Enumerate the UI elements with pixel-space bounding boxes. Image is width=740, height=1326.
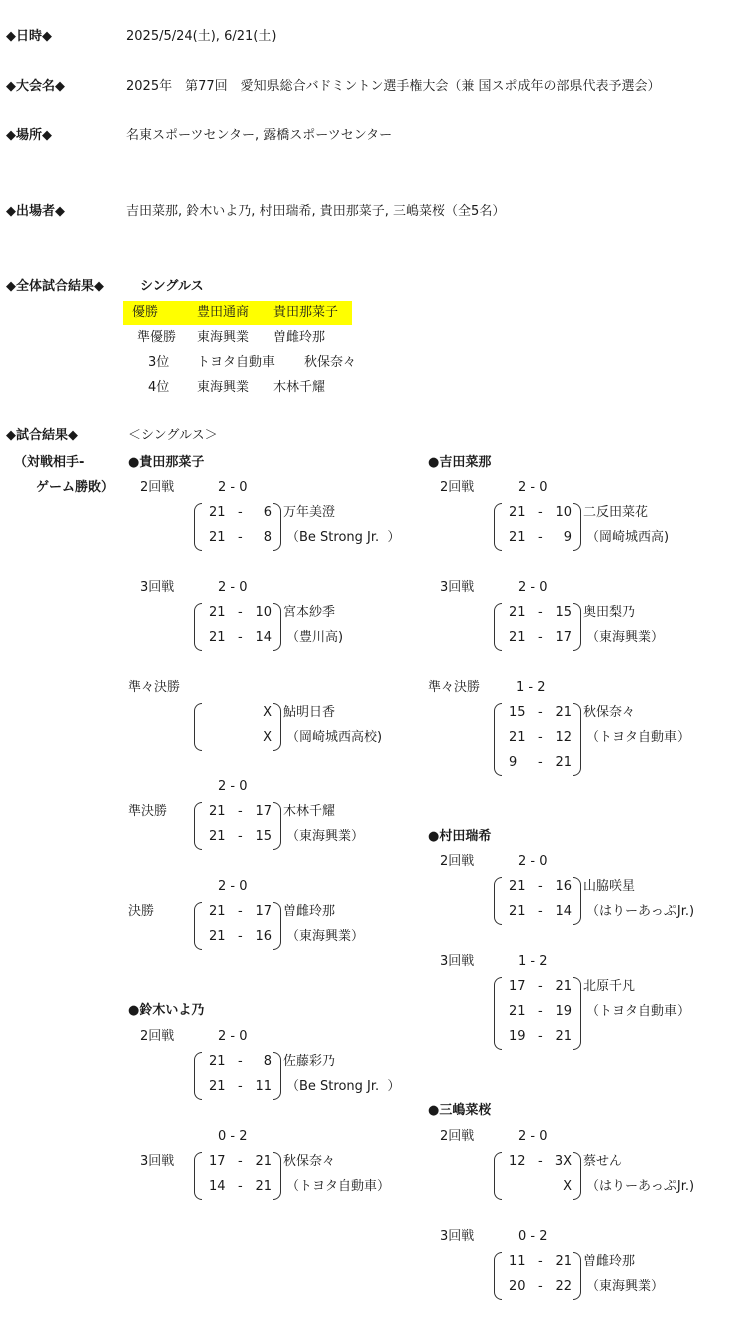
overall-label: ◆全体試合結果◆ xyxy=(6,279,104,294)
bracket-left xyxy=(194,1152,202,1200)
bracket-right xyxy=(273,503,281,551)
match-score: 0 - 2 xyxy=(218,1129,248,1144)
game-score-opponent: 3X xyxy=(554,1154,572,1169)
game-score-self: 21 xyxy=(209,929,226,944)
event-label: ◆大会名◆ xyxy=(6,79,65,94)
opponent-team: （東海興業） xyxy=(586,630,665,645)
standing-place: 4位 xyxy=(148,380,170,395)
game-dash: - xyxy=(538,1029,543,1044)
opponent-team: （岡崎城西高) xyxy=(586,530,670,545)
game-score-opponent: 21 xyxy=(555,755,572,770)
opponent-team: （東海興業） xyxy=(286,929,365,944)
round-label: 2回戦 xyxy=(140,480,175,495)
game-score-self: 17 xyxy=(509,979,526,994)
game-score-opponent: 14 xyxy=(255,630,272,645)
game-score-opponent: 8 xyxy=(263,530,272,545)
game-dash: - xyxy=(538,755,543,770)
game-score-self: 21 xyxy=(209,630,226,645)
game-score-opponent: 11 xyxy=(255,1079,272,1094)
bracket-right xyxy=(273,603,281,651)
game-dash: - xyxy=(238,530,243,545)
game-score-opponent: 17 xyxy=(555,630,572,645)
standing-team: 東海興業 xyxy=(197,330,250,345)
game-score-opponent: 21 xyxy=(555,979,572,994)
game-dash: - xyxy=(538,1154,543,1169)
round-label: 3回戦 xyxy=(440,580,475,595)
bracket-right xyxy=(573,1252,581,1300)
game-score-opponent: 21 xyxy=(555,1029,572,1044)
game-score-self: 17 xyxy=(209,1154,226,1169)
standing-player: 貴田那菜子 xyxy=(273,305,339,320)
opponent-team: （豊川高) xyxy=(286,630,344,645)
game-score-self: 21 xyxy=(209,904,226,919)
overall-category: シングルス xyxy=(140,279,204,294)
game-dash: - xyxy=(538,904,543,919)
players-label: ◆出場者◆ xyxy=(6,204,65,219)
game-score-opponent: 16 xyxy=(555,879,572,894)
game-dash: - xyxy=(538,1004,543,1019)
opponent-team: （トヨタ自動車） xyxy=(586,730,691,745)
game-score-self: 21 xyxy=(209,1054,226,1069)
bracket-right xyxy=(573,1152,581,1200)
opponent-name: 秋保奈々 xyxy=(583,705,636,720)
opponent-name: 蔡せん xyxy=(583,1154,623,1169)
game-score-self: 21 xyxy=(509,630,526,645)
match-score: 0 - 2 xyxy=(518,1229,548,1244)
bracket-right xyxy=(573,603,581,651)
standing-player: 木林千耀 xyxy=(273,380,326,395)
game-score-opponent: 10 xyxy=(255,605,272,620)
standing-place: 準優勝 xyxy=(137,330,177,345)
opponent-team: （はりーあっぷJr.) xyxy=(586,904,695,919)
opponent-team: （トヨタ自動車） xyxy=(586,1004,691,1019)
round-label: 決勝 xyxy=(128,904,155,919)
bracket-left xyxy=(194,603,202,651)
game-score-opponent: 21 xyxy=(555,1254,572,1269)
opponent-name: 北原千凡 xyxy=(583,979,636,994)
game-dash: - xyxy=(238,1154,243,1169)
date-label: ◆日時◆ xyxy=(6,29,52,44)
round-label: 3回戦 xyxy=(440,954,475,969)
opponent-team: （Be Strong Jr. ） xyxy=(286,1079,401,1094)
game-score-self: 21 xyxy=(209,530,226,545)
game-dash: - xyxy=(238,1054,243,1069)
standing-team: 豊田通商 xyxy=(197,305,250,320)
game-score-self: 21 xyxy=(509,1004,526,1019)
match-score: 2 - 0 xyxy=(218,1029,248,1044)
game-score-opponent: 15 xyxy=(555,605,572,620)
bracket-left xyxy=(494,977,502,1050)
game-score-self: 21 xyxy=(209,829,226,844)
round-label: 3回戦 xyxy=(140,1154,175,1169)
game-score-self: 11 xyxy=(509,1254,526,1269)
game-dash: - xyxy=(238,929,243,944)
game-dash: - xyxy=(238,1079,243,1094)
game-score-opponent: 6 xyxy=(263,505,272,520)
game-dash: - xyxy=(538,979,543,994)
bracket-left xyxy=(494,603,502,651)
game-dash: - xyxy=(238,630,243,645)
opponent-name: 万年美澄 xyxy=(283,505,336,520)
game-score-opponent: 21 xyxy=(255,1179,272,1194)
game-score-self: 21 xyxy=(509,730,526,745)
opponent-team: （東海興業） xyxy=(586,1279,665,1294)
opponent-name: 曽雌玲那 xyxy=(583,1254,636,1269)
game-score-self: 15 xyxy=(509,705,526,720)
round-label: 3回戦 xyxy=(140,580,175,595)
game-dash: - xyxy=(238,505,243,520)
game-score-opponent: 14 xyxy=(555,904,572,919)
venue-value: 名東スポーツセンター, 露橋スポーツセンター xyxy=(126,128,393,143)
game-score-self: 20 xyxy=(509,1279,526,1294)
game-score-self: 21 xyxy=(509,530,526,545)
results-label: ◆試合結果◆ xyxy=(6,428,78,443)
bracket-player-name: ●吉田菜那 xyxy=(428,455,492,470)
round-label: 3回戦 xyxy=(440,1229,475,1244)
bracket-left xyxy=(494,1152,502,1200)
bracket-player-name: ●村田瑞希 xyxy=(428,829,492,844)
bracket-left xyxy=(494,503,502,551)
game-dash: - xyxy=(538,505,543,520)
game-score-self: 21 xyxy=(209,804,226,819)
bracket-right xyxy=(273,703,281,751)
game-score-opponent: 19 xyxy=(555,1004,572,1019)
bracket-left xyxy=(194,703,202,751)
event-value: 2025年 第77回 愛知県総合バドミントン選手権大会（兼 国スポ成年の部県代表予選会） xyxy=(126,79,661,94)
opponent-team: （東海興業） xyxy=(286,829,365,844)
game-score-opponent: X xyxy=(263,705,272,720)
game-dash: - xyxy=(238,829,243,844)
game-dash: - xyxy=(238,904,243,919)
game-score-self: 21 xyxy=(509,879,526,894)
game-score-opponent: 17 xyxy=(255,904,272,919)
game-score-opponent: 12 xyxy=(555,730,572,745)
game-score-self: 21 xyxy=(509,505,526,520)
bracket-right xyxy=(273,902,281,950)
match-score: 2 - 0 xyxy=(518,854,548,869)
bracket-left xyxy=(194,503,202,551)
round-label: 2回戦 xyxy=(140,1029,175,1044)
match-score: 2 - 0 xyxy=(518,480,548,495)
bracket-left xyxy=(194,802,202,850)
game-score-self: 12 xyxy=(509,1154,526,1169)
date-value: 2025/5/24(土), 6/21(土) xyxy=(126,29,277,44)
game-score-opponent: 21 xyxy=(255,1154,272,1169)
bracket-left xyxy=(194,1052,202,1100)
match-score: 2 - 0 xyxy=(218,879,248,894)
results-note-2: ゲーム勝敗） xyxy=(36,480,115,495)
game-score-opponent: 22 xyxy=(555,1279,572,1294)
bracket-left xyxy=(494,703,502,776)
venue-label: ◆場所◆ xyxy=(6,128,52,143)
game-score-self: 9 xyxy=(509,755,518,770)
game-dash: - xyxy=(538,605,543,620)
round-label: 準々決勝 xyxy=(128,680,181,695)
opponent-team: （Be Strong Jr. ） xyxy=(286,530,401,545)
game-score-self: 14 xyxy=(209,1179,226,1194)
bracket-left xyxy=(194,902,202,950)
game-dash: - xyxy=(538,879,543,894)
game-score-opponent: 9 xyxy=(563,530,572,545)
bracket-player-name: ●鈴木いよ乃 xyxy=(128,1003,205,1018)
game-dash: - xyxy=(538,630,543,645)
game-score-self: 21 xyxy=(509,605,526,620)
match-score: 2 - 0 xyxy=(518,580,548,595)
bracket-player-name: ●貴田那菜子 xyxy=(128,455,205,470)
opponent-name: 鮎明日香 xyxy=(283,705,336,720)
game-dash: - xyxy=(538,1279,543,1294)
match-score: 2 - 0 xyxy=(218,480,248,495)
game-score-self: 21 xyxy=(509,904,526,919)
round-label: 準決勝 xyxy=(128,804,168,819)
round-label: 2回戦 xyxy=(440,1129,475,1144)
bracket-left xyxy=(494,877,502,925)
opponent-name: 奥田梨乃 xyxy=(583,605,636,620)
standing-player: 曽雌玲那 xyxy=(273,330,326,345)
standing-player: 秋保奈々 xyxy=(304,355,357,370)
opponent-name: 二反田菜花 xyxy=(583,505,649,520)
game-score-opponent: 16 xyxy=(255,929,272,944)
round-label: 準々決勝 xyxy=(428,680,481,695)
bracket-right xyxy=(273,1152,281,1200)
opponent-name: 宮本紗季 xyxy=(283,605,336,620)
game-dash: - xyxy=(538,705,543,720)
opponent-team: （トヨタ自動車） xyxy=(286,1179,391,1194)
game-score-opponent: X xyxy=(563,1179,572,1194)
bracket-right xyxy=(273,802,281,850)
match-score: 2 - 0 xyxy=(218,580,248,595)
standing-team: 東海興業 xyxy=(197,380,250,395)
opponent-team: （岡崎城西高校) xyxy=(286,730,383,745)
game-dash: - xyxy=(238,605,243,620)
round-label: 2回戦 xyxy=(440,480,475,495)
opponent-name: 山脇咲星 xyxy=(583,879,636,894)
game-score-opponent: 21 xyxy=(555,705,572,720)
game-score-opponent: 8 xyxy=(263,1054,272,1069)
game-dash: - xyxy=(238,804,243,819)
results-category: ＜シングルス＞ xyxy=(128,428,218,443)
game-score-opponent: 17 xyxy=(255,804,272,819)
bracket-right xyxy=(573,977,581,1050)
game-score-self: 19 xyxy=(509,1029,526,1044)
opponent-name: 秋保奈々 xyxy=(283,1154,336,1169)
results-note-1: （対戦相手- xyxy=(14,455,85,470)
opponent-name: 佐藤彩乃 xyxy=(283,1054,336,1069)
standing-place: 優勝 xyxy=(132,305,159,320)
game-score-self: 21 xyxy=(209,505,226,520)
standing-place: 3位 xyxy=(148,355,170,370)
bracket-right xyxy=(273,1052,281,1100)
match-score: 1 - 2 xyxy=(516,680,546,695)
opponent-team: （はりーあっぷJr.) xyxy=(586,1179,695,1194)
game-dash: - xyxy=(538,1254,543,1269)
opponent-name: 曽雌玲那 xyxy=(283,904,336,919)
match-score: 1 - 2 xyxy=(518,954,548,969)
game-score-opponent: 15 xyxy=(255,829,272,844)
match-score: 2 - 0 xyxy=(218,779,248,794)
game-dash: - xyxy=(538,730,543,745)
game-score-self: 21 xyxy=(209,1079,226,1094)
game-score-opponent: X xyxy=(263,730,272,745)
bracket-right xyxy=(573,503,581,551)
game-score-opponent: 10 xyxy=(555,505,572,520)
round-label: 2回戦 xyxy=(440,854,475,869)
players-value: 吉田菜那, 鈴木いよ乃, 村田瑞希, 貴田那菜子, 三嶋菜桜（全5名） xyxy=(126,204,506,219)
match-score: 2 - 0 xyxy=(518,1129,548,1144)
bracket-player-name: ●三嶋菜桜 xyxy=(428,1103,492,1118)
opponent-name: 木林千耀 xyxy=(283,804,336,819)
bracket-left xyxy=(494,1252,502,1300)
game-dash: - xyxy=(538,530,543,545)
game-score-self: 21 xyxy=(209,605,226,620)
game-dash: - xyxy=(238,1179,243,1194)
bracket-right xyxy=(573,877,581,925)
standing-team: トヨタ自動車 xyxy=(197,355,276,370)
bracket-right xyxy=(573,703,581,776)
